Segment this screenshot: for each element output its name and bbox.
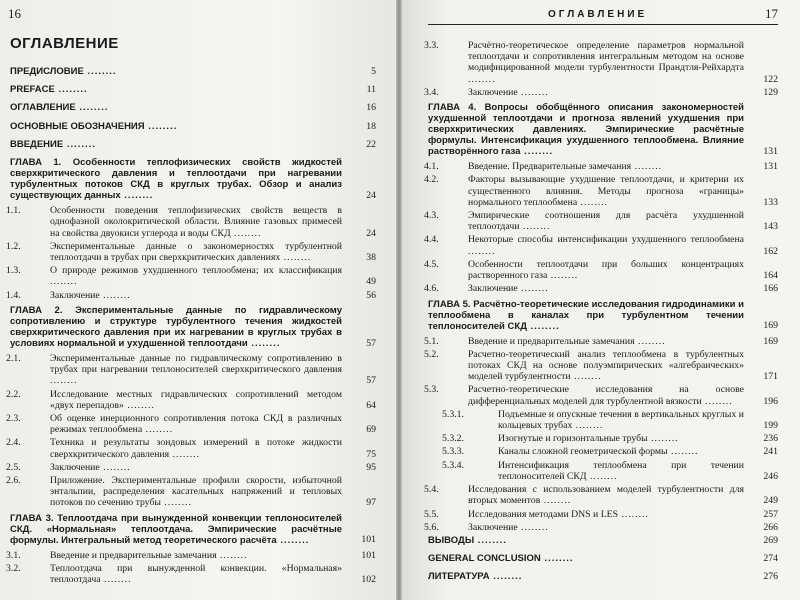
toc-entry-text: Заключение bbox=[468, 86, 518, 98]
toc-entry-text: Заключение bbox=[468, 521, 518, 533]
toc-entry-title bbox=[6, 240, 376, 263]
toc-entry-text: Особенности поведения теплофизических свойств веществ в однофазной околокритической области. Влияние газовых примесей на свойства двуокиси углерода и воды СКД bbox=[50, 205, 342, 239]
toc-entry bbox=[428, 460, 778, 482]
toc-entry-page: 101 bbox=[361, 534, 376, 546]
toc-entry-number: 4.2. bbox=[424, 174, 439, 186]
toc-entry-page: 57 bbox=[366, 375, 376, 387]
toc-entry-number: 2.3. bbox=[6, 412, 21, 424]
toc-entry-title bbox=[6, 549, 376, 561]
toc-entry-text: Техника и результаты зондовых измерений в потоке жидкости сверхкритического давления bbox=[50, 437, 342, 460]
toc-entry bbox=[428, 409, 778, 431]
toc-entry-text: Заключение bbox=[50, 461, 100, 473]
toc-entry bbox=[6, 549, 376, 561]
toc-entry-title bbox=[424, 283, 778, 295]
toc-entry-page: 246 bbox=[763, 470, 778, 482]
toc-entry-page: 101 bbox=[361, 549, 376, 561]
toc-entry-text: Каналы сложной геометрической формы bbox=[498, 446, 668, 458]
toc-leader-dots: ........ bbox=[517, 283, 549, 295]
toc-entry-number: 3.2. bbox=[6, 562, 21, 574]
toc-leader-dots: ........ bbox=[142, 424, 174, 436]
toc-leader-dots: ........ bbox=[63, 138, 96, 150]
toc-leader-dots: ........ bbox=[468, 245, 496, 257]
toc-entry-text: PREFACE bbox=[10, 84, 55, 96]
toc-entry-text: Интенсификация теплообмена при течении теплоносителей СКД bbox=[498, 459, 744, 482]
toc-entry-page: 24 bbox=[366, 189, 376, 201]
toc-entry bbox=[424, 209, 778, 233]
toc-entry-title bbox=[424, 161, 778, 173]
toc-entry-title bbox=[442, 433, 778, 445]
toc-entry-text: Подъемные и опускные течения в вертикальных круглых и кольцевых трубах bbox=[498, 408, 744, 432]
toc-entry-title bbox=[6, 461, 376, 473]
toc-entry-number: 4.1. bbox=[424, 161, 439, 173]
toc-leader-dots: ........ bbox=[586, 470, 618, 482]
toc-entry bbox=[10, 102, 376, 113]
toc-entry-number: 5.3.3. bbox=[442, 446, 464, 458]
toc-entry bbox=[6, 412, 376, 436]
toc-leader-dots: ........ bbox=[247, 337, 281, 349]
toc-entry-title bbox=[10, 102, 376, 113]
toc-list-left bbox=[6, 66, 376, 587]
toc-leader-dots: ........ bbox=[230, 227, 262, 239]
toc-entry-text: Теплоотдача при вынужденной конвекции. «Нормальная» теплоотдача bbox=[50, 562, 342, 586]
toc-entry bbox=[6, 388, 376, 411]
toc-leader-dots: ........ bbox=[83, 66, 117, 77]
toc-entry-page: 266 bbox=[763, 521, 778, 533]
toc-entry-number: 5.2. bbox=[424, 348, 439, 360]
toc-leader-dots: ........ bbox=[474, 535, 507, 546]
toc-entry-text: ОГЛАВЛЕНИЕ bbox=[10, 102, 76, 114]
toc-leader-dots: ........ bbox=[647, 433, 679, 445]
toc-leader-dots: ........ bbox=[120, 190, 154, 202]
toc-entry bbox=[10, 305, 376, 349]
toc-entry bbox=[424, 484, 778, 507]
toc-entry-title bbox=[424, 234, 778, 257]
toc-list-right bbox=[424, 40, 778, 590]
toc-entry-page: 102 bbox=[361, 574, 376, 586]
toc-entry-page: 57 bbox=[366, 337, 376, 349]
toc-entry-text: ПРЕДИСЛОВИЕ bbox=[10, 66, 84, 77]
toc-leader-dots: ........ bbox=[517, 86, 549, 98]
toc-entry-page: 133 bbox=[763, 196, 778, 208]
toc-entry-text: Изогнутые и горизонтальные трубы bbox=[498, 433, 648, 445]
toc-entry-number: 1.2. bbox=[6, 240, 21, 252]
toc-entry bbox=[6, 240, 376, 263]
toc-entry-title bbox=[424, 40, 778, 85]
toc-leader-dots: ........ bbox=[701, 395, 733, 407]
toc-entry-page: 166 bbox=[763, 283, 778, 295]
toc-entry-text: ГЛАВА 1. Особенности теплофизических свойств жидкостей сверхкритического давления и теплоотдачи при нагревании турбулентных потоков СКД в круглых трубах. Обзор и анализ существующих данных bbox=[10, 157, 342, 202]
toc-entry-text: ВЫВОДЫ bbox=[428, 535, 475, 546]
toc-heading: ОГЛАВЛЕНИЕ bbox=[10, 35, 119, 52]
toc-entry-title bbox=[424, 86, 778, 98]
toc-entry-page: 122 bbox=[763, 73, 778, 85]
toc-entry-title bbox=[442, 459, 778, 482]
toc-entry-title bbox=[10, 305, 376, 349]
toc-entry-title bbox=[6, 265, 376, 288]
toc-entry-page: 97 bbox=[366, 497, 376, 509]
toc-entry-title bbox=[6, 562, 376, 586]
toc-entry bbox=[424, 258, 778, 282]
toc-entry-page: 75 bbox=[366, 448, 376, 460]
toc-entry-page: 199 bbox=[763, 420, 778, 432]
toc-leader-dots: ........ bbox=[50, 276, 78, 288]
toc-entry-number: 1.1. bbox=[6, 205, 21, 217]
toc-leader-dots: ........ bbox=[280, 251, 312, 263]
toc-entry-text: Некоторые способы интенсификации ухудшенного теплообмена bbox=[468, 234, 744, 246]
toc-entry-text: Особенности теплоотдачи при больших концентрациях растворенного газа bbox=[468, 258, 744, 282]
toc-entry bbox=[6, 475, 376, 509]
toc-entry-number: 2.2. bbox=[6, 388, 21, 400]
toc-entry-page: 143 bbox=[763, 221, 778, 233]
toc-leader-dots: ........ bbox=[520, 146, 554, 158]
toc-entry-page: 236 bbox=[763, 433, 778, 445]
toc-entry-number: 5.3.2. bbox=[442, 433, 464, 445]
toc-entry-title bbox=[428, 299, 778, 332]
toc-entry bbox=[424, 86, 778, 98]
toc-leader-dots: ........ bbox=[99, 289, 131, 301]
toc-entry-title bbox=[6, 412, 376, 436]
toc-entry-title bbox=[424, 384, 778, 407]
toc-entry bbox=[424, 521, 778, 533]
toc-entry-page: 95 bbox=[366, 461, 376, 473]
toc-entry bbox=[424, 161, 778, 173]
toc-entry-text: ГЛАВА 5. Расчётно-теоретические исследования гидродинамики и теплообмена в каналах при турбулентном течении теплоносителей СКД bbox=[428, 298, 744, 332]
toc-entry-text: ОСНОВНЫЕ ОБОЗНАЧЕНИЯ bbox=[10, 120, 145, 132]
toc-leader-dots: ........ bbox=[276, 534, 310, 546]
toc-entry-title bbox=[442, 408, 778, 432]
left-page bbox=[0, 0, 398, 600]
toc-entry-text: Исследования методами DNS и LES bbox=[468, 508, 619, 520]
toc-entry-number: 3.4. bbox=[424, 86, 439, 98]
toc-entry-title bbox=[424, 348, 778, 383]
toc-entry bbox=[424, 384, 778, 407]
page-number-right: 17 bbox=[765, 6, 778, 21]
toc-entry bbox=[6, 562, 376, 586]
toc-entry-number: 2.1. bbox=[6, 352, 21, 364]
toc-entry-text: Введение и предварительные замечания bbox=[50, 549, 217, 561]
toc-entry-page: 22 bbox=[366, 138, 376, 150]
toc-entry-text: Об оценке инерционного сопротивления потока СКД в различных режимах теплообмена bbox=[50, 412, 342, 436]
book-gutter bbox=[396, 0, 402, 600]
toc-entry-title bbox=[6, 205, 376, 239]
toc-leader-dots: ........ bbox=[667, 446, 699, 458]
toc-leader-dots: ........ bbox=[572, 420, 604, 432]
toc-entry-title bbox=[442, 446, 778, 458]
toc-entry-text: Исследования с использованием моделей турбулентности для вторых моментов bbox=[468, 484, 744, 507]
toc-entry bbox=[6, 352, 376, 387]
toc-entry-page: 24 bbox=[366, 227, 376, 239]
toc-leader-dots: ........ bbox=[526, 320, 560, 332]
toc-entry-page: 164 bbox=[763, 270, 778, 282]
toc-leader-dots: ........ bbox=[169, 448, 201, 460]
toc-entry-title bbox=[10, 121, 376, 132]
toc-entry-title bbox=[424, 209, 778, 233]
toc-entry bbox=[6, 289, 376, 301]
toc-entry-page: 162 bbox=[763, 245, 778, 257]
toc-leader-dots: ........ bbox=[517, 521, 549, 533]
toc-entry-title bbox=[424, 174, 778, 208]
toc-entry-page: 38 bbox=[366, 251, 376, 263]
toc-entry-page: 49 bbox=[366, 276, 376, 288]
toc-leader-dots: ........ bbox=[99, 461, 131, 473]
toc-entry-text: ГЛАВА 3. Теплоотдача при вынужденной конвекции теплоносителей СКД. «Нормальная» теплоотдача. Эмпирические расчётные формулы. Интегральный метод теоретического расчёта bbox=[10, 512, 342, 546]
toc-entry bbox=[424, 40, 778, 85]
toc-leader-dots: ........ bbox=[160, 497, 192, 509]
toc-entry bbox=[424, 174, 778, 208]
toc-entry-page: 274 bbox=[763, 553, 778, 565]
toc-entry-title bbox=[424, 484, 778, 507]
toc-entry-text: Расчетно-теоретические исследования на основе дифференциальных моделей для турбулентной вязкости bbox=[468, 384, 744, 407]
toc-entry-text: ГЛАВА 2. Экспериментальные данные по гидравлическому сопротивлению и структуре турбулентного течения жидкостей сверхкритического давления при их нагревании в круглых трубах в условиях нормальной и ухудшенной теплоотдачи bbox=[10, 304, 342, 349]
toc-entry bbox=[428, 446, 778, 457]
toc-entry-text: Эмпирические соотношения для расчёта ухудшенной теплоотдачи bbox=[468, 209, 744, 233]
toc-entry-title bbox=[424, 521, 778, 533]
toc-entry-page: 169 bbox=[763, 320, 778, 332]
toc-entry-text: Расчетно-теоретический анализ теплообмена в турбулентных потоках СКД на основе полуэмпирических «алгебраических» моделей турбулентности bbox=[468, 348, 744, 383]
toc-leader-dots: ........ bbox=[144, 120, 178, 132]
toc-entry-title bbox=[10, 157, 376, 201]
toc-entry-title bbox=[428, 535, 778, 546]
toc-leader-dots: ........ bbox=[489, 571, 523, 583]
toc-entry bbox=[424, 234, 778, 257]
toc-entry bbox=[424, 335, 778, 347]
toc-entry-page: 131 bbox=[763, 161, 778, 173]
toc-leader-dots: ........ bbox=[570, 371, 602, 383]
toc-entry-title bbox=[424, 335, 778, 347]
toc-entry-number: 2.6. bbox=[6, 475, 21, 487]
toc-entry-title bbox=[428, 571, 778, 582]
toc-entry bbox=[424, 508, 778, 520]
toc-entry bbox=[428, 535, 778, 546]
toc-entry-text: Исследование местных гидравлических сопротивлений методом «двух перепадов» bbox=[50, 388, 342, 411]
toc-entry bbox=[428, 571, 778, 582]
toc-entry-title bbox=[428, 102, 778, 157]
toc-entry-text: Приложение. Экспериментальные профили скорости, избыточной энтальпии, распределения касательных напряжений и тепловых потоков по сечению трубы bbox=[50, 475, 342, 509]
toc-entry bbox=[10, 157, 376, 201]
toc-entry-number: 4.4. bbox=[424, 234, 439, 246]
toc-entry-title bbox=[6, 475, 376, 509]
toc-leader-dots: ........ bbox=[100, 574, 132, 586]
toc-entry-page: 11 bbox=[366, 84, 376, 96]
toc-entry-text: ЛИТЕРАТУРА bbox=[428, 571, 490, 583]
toc-entry bbox=[10, 84, 376, 95]
toc-entry-text: Расчётно-теоретическое определение параметров нормальной теплоотдачи и сопротивления интегральным методом на основе модифицированной модели турбулентности Прандтля-Рейхардта bbox=[468, 40, 744, 74]
toc-entry-page: 257 bbox=[763, 508, 778, 520]
toc-entry-title bbox=[424, 258, 778, 282]
toc-entry-title bbox=[6, 437, 376, 460]
toc-leader-dots: ........ bbox=[123, 399, 155, 411]
toc-entry-number: 5.3. bbox=[424, 384, 439, 396]
toc-entry-page: 129 bbox=[763, 86, 778, 98]
right-page bbox=[398, 0, 800, 600]
toc-entry-text: Заключение bbox=[468, 283, 518, 295]
toc-leader-dots: ........ bbox=[577, 196, 609, 208]
toc-leader-dots: ........ bbox=[618, 508, 649, 520]
toc-entry-page: 56 bbox=[366, 289, 376, 301]
toc-entry-number: 4.3. bbox=[424, 209, 439, 221]
toc-entry-text: Заключение bbox=[50, 289, 100, 301]
toc-entry-page: 169 bbox=[763, 335, 778, 347]
toc-entry-text: Экспериментальные данные по гидравлическому сопротивлению в трубах при нагревании теплоносителей сверхкритического давления bbox=[50, 352, 342, 376]
toc-entry-number: 2.4. bbox=[6, 437, 21, 449]
toc-entry-text: GENERAL CONCLUSION bbox=[428, 553, 541, 565]
toc-entry-number: 4.6. bbox=[424, 283, 439, 295]
toc-leader-dots: ........ bbox=[631, 161, 663, 173]
toc-entry-text: ВВЕДЕНИЕ bbox=[10, 138, 64, 150]
toc-entry bbox=[424, 348, 778, 383]
running-head: ОГЛАВЛЕНИЕ bbox=[548, 9, 648, 20]
toc-entry-page: 196 bbox=[763, 395, 778, 407]
toc-leader-dots: ........ bbox=[540, 553, 574, 565]
toc-entry bbox=[428, 299, 778, 332]
toc-entry bbox=[6, 205, 376, 239]
header-rule bbox=[428, 24, 778, 25]
toc-entry-number: 5.4. bbox=[424, 484, 439, 496]
toc-entry-page: 249 bbox=[763, 495, 778, 507]
toc-entry-page: 276 bbox=[763, 571, 778, 583]
toc-entry-number: 5.3.1. bbox=[442, 408, 464, 420]
toc-entry-number: 5.3.4. bbox=[442, 459, 464, 471]
toc-entry bbox=[428, 553, 778, 564]
toc-entry-title bbox=[10, 513, 376, 546]
toc-entry bbox=[428, 433, 778, 444]
toc-entry-text: Экспериментальные данные о закономерностях турбулентной теплоотдачи в трубах при сверхкритических давлениях bbox=[50, 240, 342, 263]
toc-entry-title bbox=[6, 289, 376, 301]
toc-entry-page: 64 bbox=[366, 399, 376, 411]
toc-entry-number: 3.1. bbox=[6, 549, 21, 561]
toc-entry-page: 241 bbox=[763, 446, 778, 458]
toc-leader-dots: ........ bbox=[519, 221, 551, 233]
toc-entry-title bbox=[424, 508, 778, 520]
toc-entry-number: 1.4. bbox=[6, 289, 21, 301]
toc-leader-dots: ........ bbox=[634, 335, 666, 347]
toc-entry-text: ГЛАВА 4. Вопросы обобщённого описания закономерностей ухудшенной теплоотдачи и прогноза явлений ухудшения при сверхкритических давлениях. Эмпирические расчётные формулы. Интенсификация ухудшенного теплообмена. Влияние растворённого газа bbox=[428, 102, 744, 158]
toc-entry bbox=[10, 139, 376, 150]
toc-entry-text: Введение и предварительные замечания bbox=[468, 335, 635, 347]
toc-entry bbox=[10, 66, 376, 77]
toc-leader-dots: ........ bbox=[75, 102, 109, 114]
toc-entry bbox=[428, 102, 778, 157]
toc-entry-title bbox=[6, 388, 376, 411]
toc-entry-number: 3.3. bbox=[424, 40, 439, 51]
toc-entry bbox=[10, 513, 376, 546]
toc-entry-page: 171 bbox=[763, 371, 778, 383]
toc-entry-number: 5.1. bbox=[424, 335, 439, 347]
toc-entry-title bbox=[10, 66, 376, 77]
page-number-left: 16 bbox=[8, 6, 21, 21]
toc-leader-dots: ........ bbox=[216, 549, 248, 561]
toc-entry-page: 5 bbox=[371, 66, 376, 77]
toc-leader-dots: ........ bbox=[54, 84, 88, 96]
toc-entry-text: Введение. Предварительные замечания bbox=[468, 161, 632, 173]
toc-entry-number: 4.5. bbox=[424, 258, 439, 270]
toc-entry-page: 269 bbox=[763, 535, 778, 546]
toc-entry bbox=[10, 121, 376, 132]
toc-entry-page: 16 bbox=[366, 102, 376, 114]
toc-leader-dots: ........ bbox=[540, 495, 572, 507]
toc-entry bbox=[6, 437, 376, 460]
toc-leader-dots: ........ bbox=[468, 73, 496, 85]
toc-entry bbox=[424, 283, 778, 295]
toc-entry-title bbox=[6, 352, 376, 387]
toc-entry-title bbox=[10, 84, 376, 95]
toc-entry-text: О природе режимов ухудшенного теплообмена; их классификация bbox=[50, 265, 342, 277]
toc-entry-page: 131 bbox=[763, 145, 778, 157]
toc-entry-text: Факторы вызывающие ухудшение теплоотдачи, и критерии их существенного влияния. Методы прогноза «границы» нормального теплообмена bbox=[468, 174, 744, 208]
toc-entry-number: 5.6. bbox=[424, 521, 439, 533]
toc-entry-page: 18 bbox=[366, 120, 376, 132]
toc-entry-page: 69 bbox=[366, 424, 376, 436]
toc-entry-title bbox=[10, 139, 376, 150]
toc-entry-number: 2.5. bbox=[6, 461, 21, 473]
toc-entry bbox=[6, 461, 376, 473]
toc-entry-number: 1.3. bbox=[6, 265, 21, 277]
toc-entry-number: 5.5. bbox=[424, 508, 439, 520]
toc-entry-title bbox=[428, 553, 778, 564]
toc-leader-dots: ........ bbox=[50, 375, 78, 387]
toc-leader-dots: ........ bbox=[547, 270, 579, 282]
toc-entry bbox=[6, 265, 376, 288]
